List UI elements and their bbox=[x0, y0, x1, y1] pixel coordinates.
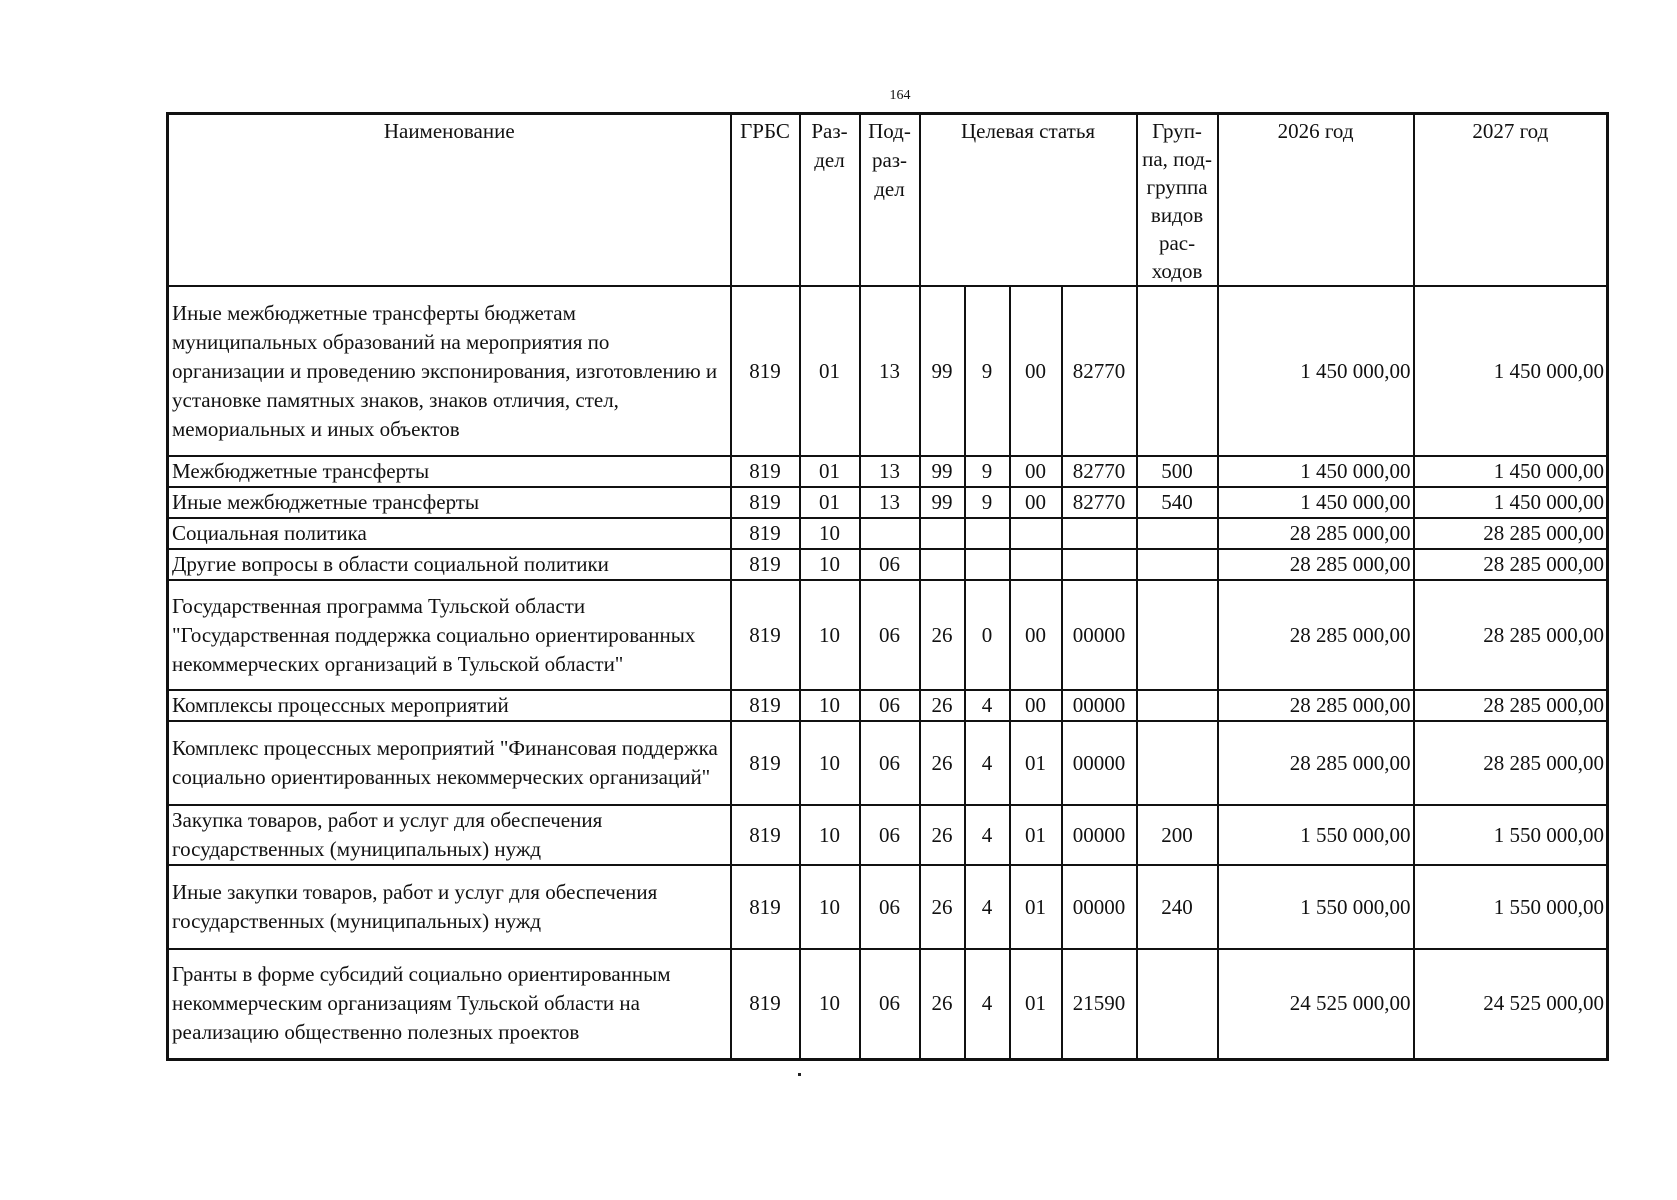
cell-name: Комплексы процессных мероприятий bbox=[168, 690, 731, 721]
header-grbs: ГРБС bbox=[731, 114, 800, 287]
cell-subsection bbox=[860, 518, 920, 549]
cell-expense-group bbox=[1137, 690, 1218, 721]
cell-amount-2027: 28 285 000,00 bbox=[1414, 721, 1608, 805]
cell-name: Комплекс процессных мероприятий "Финансовая поддержка социально ориентированных некоммерческих организаций" bbox=[168, 721, 731, 805]
cell-grbs: 819 bbox=[731, 805, 800, 865]
cell-subsection: 13 bbox=[860, 286, 920, 456]
cell-name: Иные межбюджетные трансферты bbox=[168, 487, 731, 518]
cell-amount-2026: 24 525 000,00 bbox=[1218, 949, 1414, 1059]
cell-target-main-event: 00 bbox=[1010, 690, 1062, 721]
cell-section: 01 bbox=[800, 487, 860, 518]
header-target-article: Целевая статья bbox=[920, 114, 1137, 287]
cell-target-subprogram: 4 bbox=[965, 805, 1010, 865]
cell-expense-group bbox=[1137, 286, 1218, 456]
cell-target-subprogram: 9 bbox=[965, 487, 1010, 518]
cell-target-program: 26 bbox=[920, 865, 965, 949]
cell-target-program: 99 bbox=[920, 487, 965, 518]
cell-target-direction: 00000 bbox=[1062, 805, 1137, 865]
cell-grbs: 819 bbox=[731, 518, 800, 549]
cell-target-subprogram: 4 bbox=[965, 949, 1010, 1059]
cell-section: 10 bbox=[800, 805, 860, 865]
cell-target-main-event: 00 bbox=[1010, 286, 1062, 456]
cell-expense-group: 240 bbox=[1137, 865, 1218, 949]
cell-grbs: 819 bbox=[731, 949, 800, 1059]
cell-grbs: 819 bbox=[731, 690, 800, 721]
cell-name: Иные закупки товаров, работ и услуг для обеспечения государственных (муниципальных) нужд bbox=[168, 865, 731, 949]
table-row bbox=[168, 487, 1608, 518]
cell-target-direction: 82770 bbox=[1062, 456, 1137, 487]
cell-target-main-event: 00 bbox=[1010, 456, 1062, 487]
cell-subsection: 06 bbox=[860, 690, 920, 721]
stray-dot bbox=[798, 1073, 801, 1076]
cell-target-main-event: 01 bbox=[1010, 865, 1062, 949]
table-row bbox=[168, 286, 1608, 456]
cell-expense-group: 500 bbox=[1137, 456, 1218, 487]
table-row bbox=[168, 580, 1608, 690]
table-row bbox=[168, 518, 1608, 549]
cell-target-subprogram: 4 bbox=[965, 721, 1010, 805]
cell-target-main-event bbox=[1010, 518, 1062, 549]
cell-subsection: 06 bbox=[860, 721, 920, 805]
cell-section: 01 bbox=[800, 286, 860, 456]
table-row bbox=[168, 549, 1608, 580]
table-header-row bbox=[168, 114, 1608, 287]
cell-target-direction: 00000 bbox=[1062, 865, 1137, 949]
cell-grbs: 819 bbox=[731, 721, 800, 805]
cell-subsection: 06 bbox=[860, 580, 920, 690]
cell-target-program: 26 bbox=[920, 580, 965, 690]
cell-grbs: 819 bbox=[731, 865, 800, 949]
cell-name: Государственная программа Тульской области "Государственная поддержка социально ориентированных некоммерческих организаций в Тульской области" bbox=[168, 580, 731, 690]
cell-section: 10 bbox=[800, 949, 860, 1059]
cell-name: Гранты в форме субсидий социально ориентированным некоммерческим организациям Тульской области на реализацию общественно полезных проектов bbox=[168, 949, 731, 1059]
cell-amount-2026: 28 285 000,00 bbox=[1218, 580, 1414, 690]
cell-target-main-event: 01 bbox=[1010, 721, 1062, 805]
header-subsection: Под- раз- дел bbox=[860, 114, 920, 287]
cell-subsection: 13 bbox=[860, 456, 920, 487]
cell-section: 10 bbox=[800, 518, 860, 549]
cell-name: Межбюджетные трансферты bbox=[168, 456, 731, 487]
cell-amount-2026: 28 285 000,00 bbox=[1218, 549, 1414, 580]
table-row bbox=[168, 690, 1608, 721]
budget-table bbox=[166, 112, 1609, 1061]
cell-target-subprogram bbox=[965, 518, 1010, 549]
cell-target-main-event: 00 bbox=[1010, 580, 1062, 690]
cell-expense-group: 200 bbox=[1137, 805, 1218, 865]
cell-amount-2027: 1 450 000,00 bbox=[1414, 456, 1608, 487]
cell-target-subprogram: 9 bbox=[965, 286, 1010, 456]
cell-section: 10 bbox=[800, 580, 860, 690]
cell-target-program bbox=[920, 518, 965, 549]
cell-grbs: 819 bbox=[731, 549, 800, 580]
cell-amount-2027: 1 550 000,00 bbox=[1414, 865, 1608, 949]
table-body bbox=[168, 286, 1608, 1059]
cell-amount-2026: 28 285 000,00 bbox=[1218, 721, 1414, 805]
cell-target-program: 26 bbox=[920, 721, 965, 805]
cell-grbs: 819 bbox=[731, 456, 800, 487]
cell-target-direction: 21590 bbox=[1062, 949, 1137, 1059]
header-name: Наименование bbox=[168, 114, 731, 287]
cell-target-main-event bbox=[1010, 549, 1062, 580]
cell-expense-group bbox=[1137, 518, 1218, 549]
cell-amount-2027: 28 285 000,00 bbox=[1414, 690, 1608, 721]
cell-amount-2027: 28 285 000,00 bbox=[1414, 580, 1608, 690]
cell-amount-2026: 1 450 000,00 bbox=[1218, 487, 1414, 518]
cell-amount-2027: 1 550 000,00 bbox=[1414, 805, 1608, 865]
cell-target-program: 99 bbox=[920, 286, 965, 456]
table-row bbox=[168, 721, 1608, 805]
cell-target-program: 26 bbox=[920, 805, 965, 865]
cell-section: 10 bbox=[800, 865, 860, 949]
cell-amount-2026: 1 450 000,00 bbox=[1218, 456, 1414, 487]
cell-subsection: 06 bbox=[860, 549, 920, 580]
table-row bbox=[168, 805, 1608, 865]
cell-subsection: 06 bbox=[860, 865, 920, 949]
header-expense-group: Груп- па, под- группа видов рас- ходов bbox=[1137, 114, 1218, 287]
cell-section: 01 bbox=[800, 456, 860, 487]
cell-target-direction: 82770 bbox=[1062, 286, 1137, 456]
cell-amount-2026: 1 450 000,00 bbox=[1218, 286, 1414, 456]
cell-amount-2026: 28 285 000,00 bbox=[1218, 690, 1414, 721]
cell-target-subprogram bbox=[965, 549, 1010, 580]
cell-section: 10 bbox=[800, 549, 860, 580]
cell-expense-group bbox=[1137, 580, 1218, 690]
cell-amount-2027: 28 285 000,00 bbox=[1414, 518, 1608, 549]
cell-amount-2026: 28 285 000,00 bbox=[1218, 518, 1414, 549]
cell-grbs: 819 bbox=[731, 487, 800, 518]
cell-amount-2027: 1 450 000,00 bbox=[1414, 487, 1608, 518]
page-number: 164 bbox=[889, 88, 911, 103]
cell-target-direction bbox=[1062, 549, 1137, 580]
header-year-2027: 2027 год bbox=[1414, 114, 1608, 287]
table-row bbox=[168, 865, 1608, 949]
cell-expense-group bbox=[1137, 721, 1218, 805]
cell-target-direction: 00000 bbox=[1062, 721, 1137, 805]
cell-grbs: 819 bbox=[731, 286, 800, 456]
header-year-2026: 2026 год bbox=[1218, 114, 1414, 287]
cell-subsection: 06 bbox=[860, 949, 920, 1059]
cell-amount-2027: 28 285 000,00 bbox=[1414, 549, 1608, 580]
cell-subsection: 13 bbox=[860, 487, 920, 518]
cell-target-subprogram: 4 bbox=[965, 865, 1010, 949]
cell-amount-2026: 1 550 000,00 bbox=[1218, 805, 1414, 865]
cell-target-main-event: 01 bbox=[1010, 949, 1062, 1059]
cell-section: 10 bbox=[800, 690, 860, 721]
cell-expense-group bbox=[1137, 949, 1218, 1059]
cell-name: Социальная политика bbox=[168, 518, 731, 549]
cell-section: 10 bbox=[800, 721, 860, 805]
cell-target-main-event: 00 bbox=[1010, 487, 1062, 518]
cell-grbs: 819 bbox=[731, 580, 800, 690]
cell-target-program: 99 bbox=[920, 456, 965, 487]
cell-expense-group bbox=[1137, 549, 1218, 580]
cell-target-program: 26 bbox=[920, 690, 965, 721]
cell-target-program bbox=[920, 549, 965, 580]
header-section: Раз- дел bbox=[800, 114, 860, 287]
cell-target-main-event: 01 bbox=[1010, 805, 1062, 865]
cell-amount-2027: 24 525 000,00 bbox=[1414, 949, 1608, 1059]
cell-target-subprogram: 9 bbox=[965, 456, 1010, 487]
cell-target-subprogram: 0 bbox=[965, 580, 1010, 690]
cell-target-direction: 00000 bbox=[1062, 580, 1137, 690]
cell-name: Другие вопросы в области социальной политики bbox=[168, 549, 731, 580]
cell-target-program: 26 bbox=[920, 949, 965, 1059]
cell-name: Закупка товаров, работ и услуг для обеспечения государственных (муниципальных) нужд bbox=[168, 805, 731, 865]
cell-amount-2027: 1 450 000,00 bbox=[1414, 286, 1608, 456]
cell-name: Иные межбюджетные трансферты бюджетам муниципальных образований на мероприятия по организации и проведению экспонирования, изготовлению и установке памятных знаков, знаков отличия, стел, мемориальных и иных объектов bbox=[168, 286, 731, 456]
cell-target-direction: 00000 bbox=[1062, 690, 1137, 721]
cell-amount-2026: 1 550 000,00 bbox=[1218, 865, 1414, 949]
table-row bbox=[168, 456, 1608, 487]
table-row bbox=[168, 949, 1608, 1059]
cell-target-subprogram: 4 bbox=[965, 690, 1010, 721]
cell-expense-group: 540 bbox=[1137, 487, 1218, 518]
cell-subsection: 06 bbox=[860, 805, 920, 865]
cell-target-direction bbox=[1062, 518, 1137, 549]
cell-target-direction: 82770 bbox=[1062, 487, 1137, 518]
